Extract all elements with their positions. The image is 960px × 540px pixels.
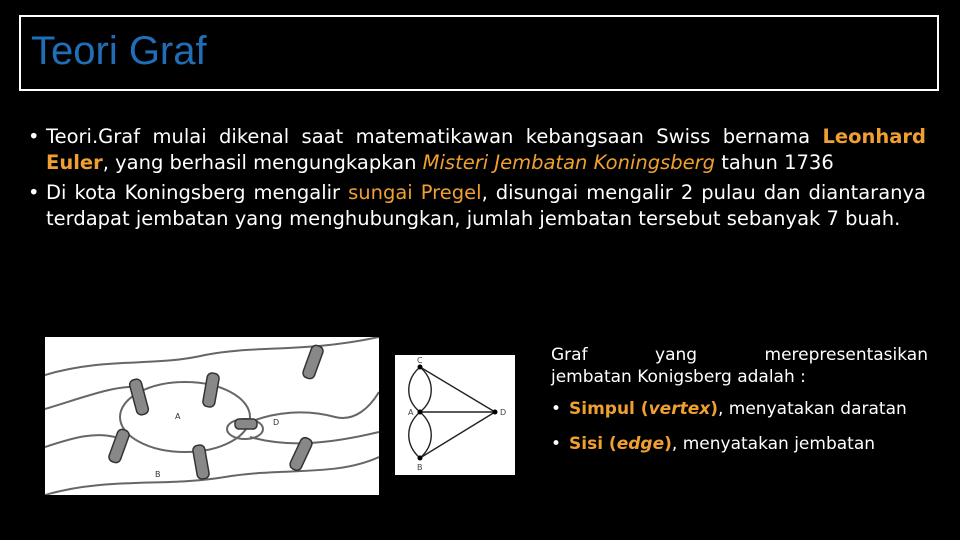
vertex-c <box>418 365 423 370</box>
graph-label-d: D <box>500 408 507 417</box>
term-label: Simpul ( <box>569 399 649 419</box>
bullet-list <box>28 124 926 236</box>
bullet-text: , disungai mengalir 2 pulau dan diantaranya terdapat jembatan yang menghubungkan, jumlah jembatan tersebut sebanyak 7 buah. <box>46 181 926 230</box>
map-label-b: B <box>155 470 161 479</box>
term-edge <box>551 433 928 455</box>
term-meaning: , menyatakan daratan <box>717 399 907 419</box>
bullet-text: , yang berhasil mengungkapkan <box>102 151 423 174</box>
graph-description <box>551 344 928 468</box>
description-line-1: Graf yang merepresentasikan <box>551 345 928 365</box>
bullet-text: Teori.Graf mulai dikenal saat matematikawan kebangsaan Swiss bernama <box>46 125 823 148</box>
bullet-pregel <box>28 180 926 232</box>
graph-label-a: A <box>408 408 414 417</box>
konigsberg-bridges-image <box>45 337 379 495</box>
slide-title: Teori Graf <box>31 29 207 73</box>
map-label-a: A <box>175 412 181 421</box>
river-name: sungai Pregel <box>348 181 482 204</box>
bullet-euler <box>28 124 926 176</box>
description-line-2: jembatan Konigsberg adalah : <box>551 367 806 387</box>
term-close: ) <box>664 434 672 454</box>
term-italic: edge <box>616 434 665 454</box>
vertex-d <box>493 410 498 415</box>
term-italic: vertex <box>648 399 711 419</box>
vertex-b <box>418 456 423 461</box>
euler-name: Leonhard Euler <box>46 125 926 174</box>
vertex-a <box>418 410 423 415</box>
graph-label-c: C <box>417 356 423 365</box>
title-box <box>19 15 939 91</box>
term-meaning: , menyatakan jembatan <box>671 434 876 454</box>
term-close: ) <box>710 399 718 419</box>
term-label: Sisi ( <box>569 434 617 454</box>
map-label-d: D <box>273 418 280 427</box>
graph-label-b: B <box>417 463 423 472</box>
konigsberg-graph-diagram <box>395 355 515 475</box>
graph-term-list <box>551 398 928 455</box>
term-vertex <box>551 398 928 420</box>
bullet-text: tahun 1736 <box>715 151 834 174</box>
konigsberg-mystery: Misteri Jembatan Koningsberg <box>422 151 716 174</box>
bullet-text: Di kota Koningsberg mengalir <box>46 181 349 204</box>
